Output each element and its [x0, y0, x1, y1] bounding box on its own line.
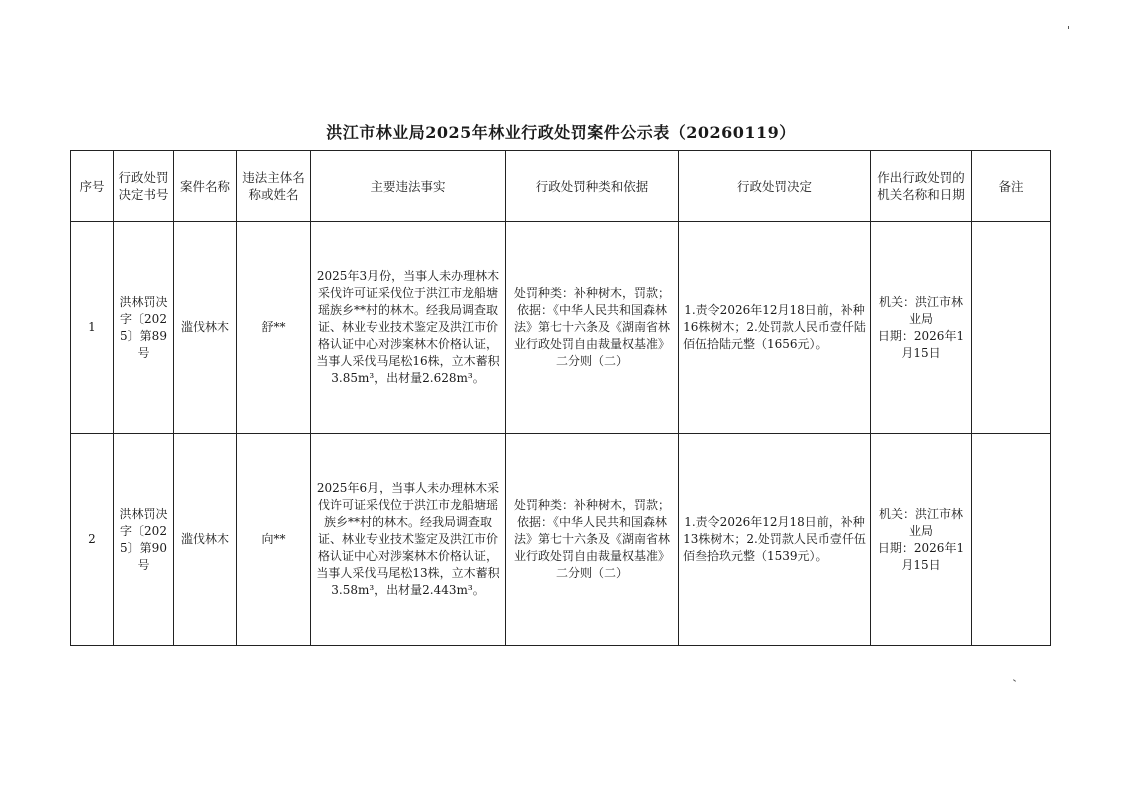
cell-decision-no: 洪林罚决字〔2025〕第90号 — [114, 434, 174, 646]
decision-date: 日期：2026年1月15日 — [877, 540, 965, 572]
cell-type-basis: 处罚种类：补种树木，罚款；依据：《中华人民共和国森林法》第七十六条及《湖南省林业行政处罚自由裁量权基准》二分则（二） — [506, 222, 679, 434]
header-decision: 行政处罚决定 — [679, 151, 871, 222]
cell-decision: 1.责令2026年12月18日前，补种16株树木；2.处罚款人民币壹仟陆佰伍拾陆元整（1656元）。 — [679, 222, 871, 434]
scan-speck — [1013, 679, 1016, 682]
penalty-cases-table — [70, 150, 1051, 646]
table-row — [71, 222, 1051, 434]
cell-party: 舒** — [237, 222, 311, 434]
table-row — [71, 434, 1051, 646]
cell-type-basis: 处罚种类：补种树木，罚款；依据：《中华人民共和国森林法》第七十六条及《湖南省林业行政处罚自由裁量权基准》二分则（二） — [506, 434, 679, 646]
cell-seq: 2 — [71, 434, 114, 646]
scan-speck — [1068, 26, 1069, 29]
cell-party: 向** — [237, 434, 311, 646]
cell-remarks — [972, 434, 1051, 646]
header-type-basis: 行政处罚种类和依据 — [506, 151, 679, 222]
header-party: 违法主体名称或姓名 — [237, 151, 311, 222]
header-decision-no: 行政处罚决定书号 — [114, 151, 174, 222]
header-case-name: 案件名称 — [174, 151, 237, 222]
cell-facts: 2025年3月份，当事人未办理林木采伐许可证采伐位于洪江市龙船塘瑶族乡**村的林木。经我局调查取证、林业专业技术鉴定及洪江市价格认证中心对涉案林木价格认证，当事人采伐马尾松16株，立木蓄积3.85m³，出材量2.628m³。 — [311, 222, 506, 434]
cell-authority-date — [871, 434, 972, 646]
cell-authority-date — [871, 222, 972, 434]
header-seq: 序号 — [71, 151, 114, 222]
cell-remarks — [972, 222, 1051, 434]
authority-name: 机关：洪江市林业局 — [878, 506, 963, 538]
cell-facts: 2025年6月，当事人未办理林木采伐许可证采伐位于洪江市龙船塘瑶族乡**村的林木。经我局调查取证、林业专业技术鉴定及洪江市价格认证中心对涉案林木价格认证，当事人采伐马尾松13株，立木蓄积3.58m³，出材量2.443m³。 — [311, 434, 506, 646]
header-authority-date: 作出行政处罚的机关名称和日期 — [871, 151, 972, 222]
cell-seq: 1 — [71, 222, 114, 434]
cell-case-name: 滥伐林木 — [174, 434, 237, 646]
decision-date: 日期：2026年1月15日 — [877, 328, 965, 360]
header-remarks: 备注 — [972, 151, 1051, 222]
page-title: 洪江市林业局2025年林业行政处罚案件公示表（20260119） — [326, 123, 796, 142]
authority-name: 机关：洪江市林业局 — [878, 294, 963, 326]
cell-decision-no: 洪林罚决字〔2025〕第89号 — [114, 222, 174, 434]
cell-case-name: 滥伐林木 — [174, 222, 237, 434]
table-header-row — [71, 151, 1051, 222]
header-facts: 主要违法事实 — [311, 151, 506, 222]
cell-decision: 1.责令2026年12月18日前，补种13株树木；2.处罚款人民币壹仟伍佰叁拾玖元整（1539元）。 — [679, 434, 871, 646]
